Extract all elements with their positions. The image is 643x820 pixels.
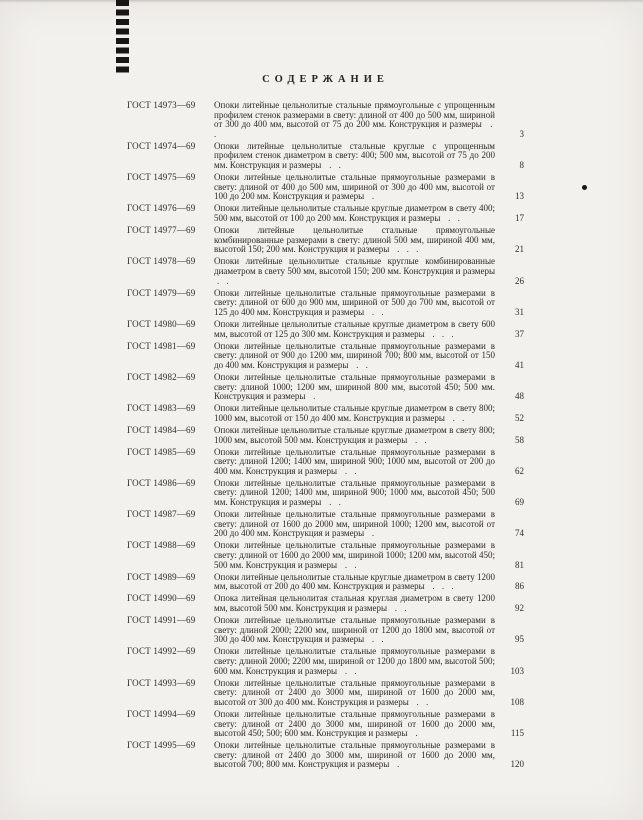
entry-description: Опоки литейные цельнолитые стальные прямоугольные с упрощенным профилем стенок размерами в свету: длиной от 400 до 500 мм, шириной от 300 до 400 мм, высотой от 75 до 200 мм. Конструкция и размеры (214, 100, 495, 130)
gost-number: ГОСТ 14988—69 (127, 540, 196, 551)
entry-description-wrap (214, 257, 498, 286)
entry-description-wrap (214, 204, 498, 223)
toc-content (127, 74, 524, 773)
entry-description-wrap (214, 426, 498, 445)
toc-entry (127, 404, 524, 423)
gost-number: ГОСТ 14983—69 (127, 403, 196, 414)
toc-entry (127, 173, 524, 202)
leader-dots: . . (214, 119, 495, 139)
gost-number: ГОСТ 14993—69 (127, 677, 196, 688)
page-number: 58 (515, 434, 524, 445)
entry-description-wrap (214, 373, 498, 402)
page-number: 103 (510, 665, 524, 676)
page-number: 69 (515, 497, 524, 508)
entry-description: Опоки литейные цельнолитые стальные прямоугольные размерами в свету: длиной от 600 до 900 мм, шириной от 500 до 700 мм, высотой от 125 до 400 мм. Конструкция и размеры (214, 287, 495, 317)
gost-number: ГОСТ 14984—69 (127, 424, 196, 435)
leader-dots: . (392, 759, 402, 770)
leader-dots: . . (324, 497, 344, 508)
entry-description-wrap (214, 573, 498, 592)
toc-entry (127, 448, 524, 477)
page-number: 37 (515, 328, 524, 339)
page-number: 8 (519, 160, 524, 171)
toc-entry (127, 142, 524, 171)
leader-dots: . . . (427, 581, 457, 592)
page-number: 3 (519, 128, 524, 139)
gost-number: ГОСТ 14989—69 (127, 571, 196, 582)
page-number: 62 (515, 465, 524, 476)
entry-description: Опока литейная цельнолитая стальная круглая диаметром в свету 1200 мм, высотой 500 мм. Конструкция и размеры (214, 593, 495, 613)
gost-number: ГОСТ 14978—69 (127, 256, 196, 267)
toc-entry (127, 373, 524, 402)
leader-dots: . (308, 391, 318, 402)
leader-dots: . . . (427, 328, 457, 339)
page-number: 115 (510, 728, 524, 739)
leader-dots: . . (351, 359, 371, 370)
entry-description: Опоки литейные цельнолитые стальные прямоугольные размерами в свету: длиной 1200; 1400 мм, шириной 900; 1000 мм, высотой от 200 до 400 мм. Конструкция и размеры (214, 446, 495, 476)
toc-entry (127, 479, 524, 508)
entry-description: Опоки литейные цельнолитые стальные круглые диаметром в свету 800; 1000 мм, высотой от 150 до 400 мм. Конструкция и размеры (214, 403, 495, 423)
leader-dots: . . (443, 213, 463, 224)
page-number: 13 (515, 191, 524, 202)
page-number: 81 (515, 559, 524, 570)
entry-description-wrap (214, 616, 498, 645)
entry-description: Опоки литейные цельнолитые стальные круглые диаметром в свету 800; 1000 мм, высотой 500 мм. Конструкция и размеры (214, 424, 495, 445)
entry-description: Опоки литейные цельнолитые стальные прямоугольные размерами в свету: длиной 1200; 1400 мм, шириной 900; 1000 мм, высотой 450; 500 мм. Конструкция и размеры (214, 477, 495, 508)
gost-number: ГОСТ 14980—69 (127, 318, 196, 329)
page-number: 86 (515, 581, 524, 592)
entry-description-wrap (214, 448, 498, 477)
toc-entry (127, 320, 524, 339)
leader-dots: . (367, 191, 377, 202)
entry-description-wrap (214, 101, 498, 139)
entry-description-wrap (214, 320, 498, 339)
entry-description: Опоки литейные цельнолитые стальные прямоугольные размерами в свету: длиной 2000; 2200 мм, шириной от 1200 до 1800 мм, высотой от 300 до 400 мм. Конструкция и размеры (214, 615, 495, 645)
scan-artifact-dot (582, 185, 587, 190)
page-title: СОДЕРЖАНИЕ (262, 74, 389, 85)
entry-description-wrap (214, 741, 498, 770)
toc-entry (127, 510, 524, 539)
entry-description-wrap (214, 710, 498, 739)
entry-description: Опоки литейные цельнолитые стальные прямоугольные размерами в свету: длиной от 2400 до 3000 мм, шириной от 1600 до 2000 мм, высотой от 300 до 400 мм. Конструкция и размеры (214, 677, 495, 707)
gost-number: ГОСТ 14979—69 (127, 287, 196, 298)
entry-description: Опоки литейные цельнолитые стальные прямоугольные размерами в свету: длиной от 1600 до 2000 мм, шириной 1000; 1200 мм, высотой от 200 до 400 мм. Конструкция и размеры (214, 509, 495, 539)
entry-description: Опоки литейные цельнолитые стальные круглые с упрощенным профилем стенок диаметром в свету: 400; 500 мм, высотой от 75 до 200 мм. Конструкция и размеры (214, 140, 495, 171)
entry-description-wrap (214, 226, 498, 255)
gost-number: ГОСТ 14982—69 (127, 371, 196, 382)
page-number: 52 (515, 412, 524, 423)
gost-number: ГОСТ 14974—69 (127, 140, 196, 151)
leader-dots: . (367, 528, 377, 539)
entry-description-wrap (214, 342, 498, 371)
toc-entry (127, 679, 524, 708)
gost-number: ГОСТ 14991—69 (127, 615, 196, 626)
leader-dots: . . (447, 412, 467, 423)
entry-description-wrap (214, 594, 498, 613)
scan-edge-shadow (0, 0, 643, 3)
leader-dots: . . (324, 160, 344, 171)
scan-artifact-strip (116, 0, 129, 74)
gost-number: ГОСТ 14981—69 (127, 340, 196, 351)
entry-description-wrap (214, 289, 498, 318)
page-number: 31 (515, 306, 524, 317)
toc-entry (127, 342, 524, 371)
toc-entry (127, 101, 524, 139)
toc-entry (127, 573, 524, 592)
toc-entry (127, 541, 524, 570)
page-number: 17 (515, 213, 524, 224)
leader-dots: . . . (392, 244, 421, 255)
leader-dots: . . (411, 696, 431, 707)
toc-entry (127, 741, 524, 770)
gost-number: ГОСТ 14976—69 (127, 203, 196, 214)
gost-number: ГОСТ 14987—69 (127, 509, 196, 520)
entry-description-wrap (214, 142, 498, 171)
entry-description: Опоки литейные цельнолитые стальные прямоугольные размерами в свету: длиной 1000; 1200 мм, шириной 800 мм, высотой 450; 500 мм. Конструкция и размеры (214, 371, 495, 402)
page-number: 74 (515, 528, 524, 539)
toc-entry (127, 710, 524, 739)
page-number: 26 (515, 275, 524, 286)
toc-entry (127, 647, 524, 676)
toc-list (127, 101, 524, 770)
gost-number: ГОСТ 14990—69 (127, 593, 196, 604)
entry-description-wrap (214, 510, 498, 539)
entry-description-wrap (214, 679, 498, 708)
leader-dots: . . (390, 603, 409, 613)
entry-description: Опоки литейные цельнолитые стальные прямоугольные размерами в свету: длиной от 2400 до 3000 мм, шириной от 1600 до 2000 мм, высотой 450; 500; 600 мм. Конструкция и размеры (214, 708, 495, 739)
entry-description-wrap (214, 173, 498, 202)
entry-description: Опоки литейные цельнолитые стальные прямоугольные размерами в свету: длиной от 2400 до 3000 мм, шириной от 1600 до 2000 мм, высотой 700; 800 мм. Конструкция и размеры (214, 740, 495, 770)
toc-entry (127, 204, 524, 223)
toc-entry (127, 257, 524, 286)
page-number: 108 (510, 696, 524, 707)
entry-description: Опоки литейные цельнолитые стальные прямоугольные размерами в свету: длиной 2000; 2200 мм, шириной от 1200 до 1800 мм, высотой 500; 600 мм. Конструкция и размеры (214, 646, 495, 676)
gost-number: ГОСТ 14985—69 (127, 446, 196, 457)
gost-number: ГОСТ 14994—69 (127, 708, 196, 719)
entry-description: Опоки литейные цельнолитые стальные прямоугольные размерами в свету: длиной от 400 до 500 мм, шириной от 300 до 400 мм, высотой от 100 до 200 мм. Конструкция и размеры (214, 172, 495, 202)
entry-description: Опоки литейные цельнолитые стальные прямоугольные комбинированные размерами в свету: длиной 500 мм, шириной 400 мм, высотой 150; 200 мм. Конструкция и размеры (214, 225, 495, 255)
leader-dots: . . (367, 306, 387, 317)
gost-number: ГОСТ 14986—69 (127, 477, 196, 488)
page-number: 48 (515, 391, 524, 402)
toc-entry (127, 594, 524, 613)
leader-dots: . . (410, 434, 430, 445)
entry-description-wrap (214, 647, 498, 676)
entry-description: Опоки литейные цельнолитые стальные круглые комбинированные диаметром в свету 500 мм, высотой 150; 200 мм. Конструкция и размеры (214, 256, 495, 276)
page-number: 92 (515, 603, 524, 613)
leader-dots: . . (340, 465, 360, 476)
gost-number: ГОСТ 14975—69 (127, 172, 196, 183)
page-number: 120 (510, 759, 524, 770)
entry-description: Опоки литейные цельнолитые стальные круглые диаметром в свету 1200 мм, высотой от 200 до 400 мм. Конструкция и размеры (214, 571, 495, 592)
entry-description-wrap (214, 541, 498, 570)
toc-entry (127, 426, 524, 445)
toc-entry (127, 226, 524, 255)
entry-description: Опоки литейные цельнолитые стальные прямоугольные размерами в свету: длиной от 900 до 1200 мм, шириной 700; 800 мм, высотой от 150 до 400 мм. Конструкция и размеры (214, 340, 495, 370)
page-number: 41 (515, 359, 524, 370)
toc-entry (127, 289, 524, 318)
leader-dots: . . (217, 275, 232, 286)
entry-description: Опоки литейные цельнолитые стальные круглые диаметром в свету 600 мм, высотой от 125 до 300 мм. Конструкция и размеры (214, 318, 495, 339)
gost-number: ГОСТ 14977—69 (127, 225, 196, 236)
gost-number: ГОСТ 14973—69 (127, 100, 196, 110)
entry-description-wrap (214, 404, 498, 423)
gost-number: ГОСТ 14992—69 (127, 646, 196, 657)
page-number: 21 (515, 244, 524, 255)
leader-dots: . . (340, 559, 360, 570)
entry-description: Опоки литейные цельнолитые стальные прямоугольные размерами в свету: длиной от 1600 до 2000 мм, шириной 1000; 1200 мм, высотой 450; 500 мм. Конструкция и размеры (214, 540, 495, 570)
gost-number: ГОСТ 14995—69 (127, 740, 196, 751)
entry-description-wrap (214, 479, 498, 508)
entry-description: Опоки литейные цельнолитые стальные круглые диаметром в свету 400; 500 мм, высотой от 100 до 200 мм. Конструкция и размеры (214, 203, 495, 224)
toc-entry (127, 616, 524, 645)
page-number: 95 (515, 634, 524, 645)
leader-dots: . . (340, 665, 360, 676)
leader-dots: . (410, 728, 421, 739)
leader-dots: . . (367, 634, 387, 645)
